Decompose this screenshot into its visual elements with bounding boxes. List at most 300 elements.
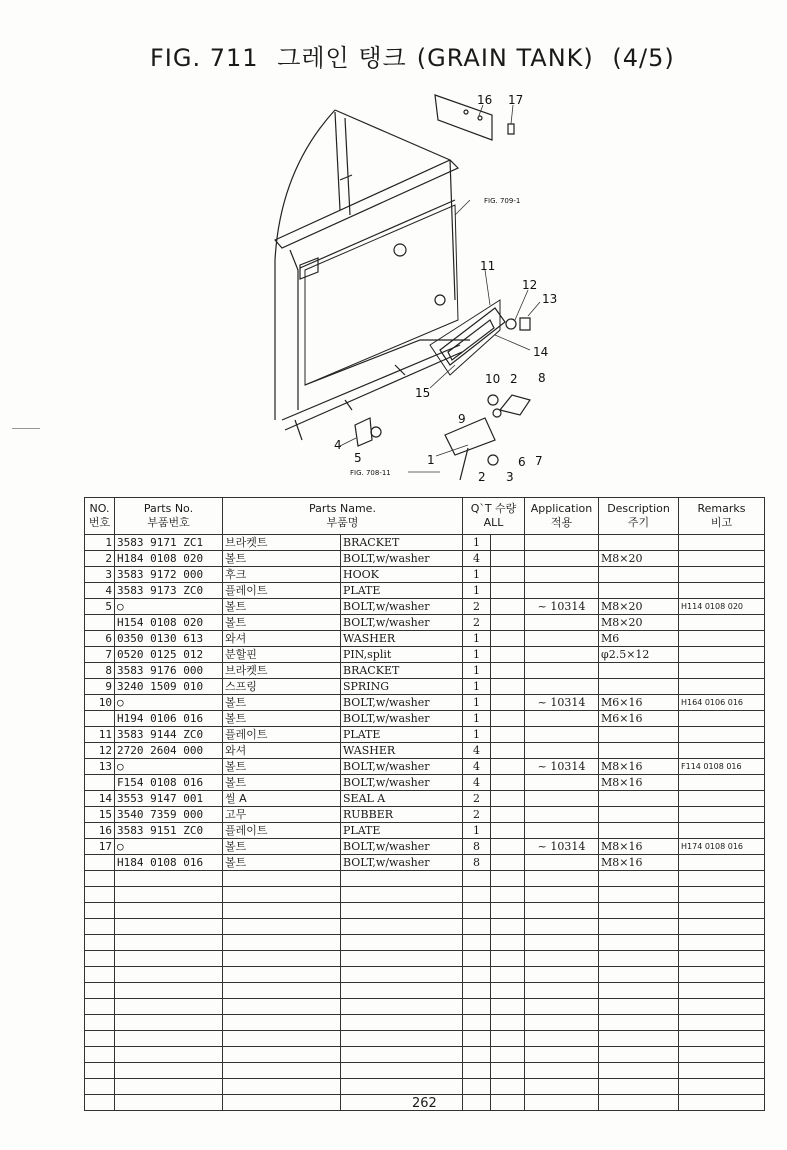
cell-no: 9	[85, 679, 115, 695]
blank-cell	[599, 871, 679, 887]
cell-desc	[599, 743, 679, 759]
cell-rem: H114 0108 020	[679, 599, 765, 615]
cell-pn: ○	[115, 839, 223, 855]
col-description: Description 주기	[599, 498, 679, 535]
cell-rem	[679, 775, 765, 791]
blank-cell	[491, 1015, 525, 1031]
blank-cell	[525, 1015, 599, 1031]
cell-pn: 3583 9172 000	[115, 567, 223, 583]
blank-row	[85, 1079, 765, 1095]
table-row	[85, 551, 765, 567]
blank-cell	[491, 1063, 525, 1079]
cell-qty: 1	[463, 711, 491, 727]
blank-cell	[463, 983, 491, 999]
blank-cell	[115, 871, 223, 887]
blank-cell	[223, 887, 341, 903]
cell-app: ~ 10314	[525, 759, 599, 775]
blank-cell	[341, 935, 463, 951]
cell-pn: ○	[115, 599, 223, 615]
exploded-parts-diagram	[0, 80, 787, 490]
blank-cell	[599, 1095, 679, 1111]
cell-pn: 3583 9151 ZC0	[115, 823, 223, 839]
blank-cell	[679, 1063, 765, 1079]
cell-qty-extra	[491, 695, 525, 711]
cell-app: ~ 10314	[525, 695, 599, 711]
cell-qty-extra	[491, 599, 525, 615]
cell-qty-extra	[491, 535, 525, 551]
cell-qty: 2	[463, 615, 491, 631]
table-row	[85, 631, 765, 647]
callout-11: 11	[480, 259, 496, 273]
blank-cell	[341, 1079, 463, 1095]
blank-cell	[341, 1063, 463, 1079]
blank-cell	[341, 1015, 463, 1031]
cell-pn: 3583 9171 ZC1	[115, 535, 223, 551]
cell-no: 13	[85, 759, 115, 775]
cell-kr: 와셔	[223, 631, 341, 647]
col-parts-no: Parts No. 부품번호	[115, 498, 223, 535]
blank-cell	[341, 903, 463, 919]
cell-qty: 8	[463, 855, 491, 871]
cell-rem: H164 0106 016	[679, 695, 765, 711]
blank-cell	[223, 951, 341, 967]
table-row	[85, 759, 765, 775]
blank-cell	[115, 1079, 223, 1095]
blank-cell	[341, 1031, 463, 1047]
cell-kr: 볼트	[223, 775, 341, 791]
table-row	[85, 823, 765, 839]
blank-cell	[341, 1047, 463, 1063]
table-row	[85, 567, 765, 583]
table-row	[85, 807, 765, 823]
cell-en: WASHER	[341, 743, 463, 759]
cell-en: PLATE	[341, 823, 463, 839]
cell-kr: 고무	[223, 807, 341, 823]
blank-cell	[679, 1095, 765, 1111]
cell-pn: H184 0108 016	[115, 855, 223, 871]
blank-cell	[85, 919, 115, 935]
cell-pn: 2720 2604 000	[115, 743, 223, 759]
cell-app	[525, 807, 599, 823]
blank-cell	[115, 1063, 223, 1079]
cell-en: BOLT,w/washer	[341, 615, 463, 631]
cell-qty-extra	[491, 663, 525, 679]
blank-cell	[85, 1063, 115, 1079]
cell-desc: M6×16	[599, 711, 679, 727]
blank-cell	[491, 951, 525, 967]
cell-no: 11	[85, 727, 115, 743]
cell-qty-extra	[491, 759, 525, 775]
blank-cell	[525, 1031, 599, 1047]
callout-17: 17	[508, 93, 524, 107]
cell-app	[525, 535, 599, 551]
cell-no: 5	[85, 599, 115, 615]
title-korean: 그레인 탱크	[277, 44, 407, 72]
blank-cell	[525, 951, 599, 967]
cell-qty-extra	[491, 743, 525, 759]
cell-qty: 1	[463, 727, 491, 743]
parts-table-body	[85, 535, 765, 1111]
cell-desc	[599, 791, 679, 807]
cell-en: PIN,split	[341, 647, 463, 663]
cell-rem	[679, 535, 765, 551]
blank-cell	[525, 1079, 599, 1095]
cell-desc	[599, 727, 679, 743]
table-row	[85, 663, 765, 679]
blank-cell	[599, 999, 679, 1015]
ref-fig-709-1: FIG. 709-1	[484, 197, 521, 205]
cell-app	[525, 615, 599, 631]
fig-number: FIG. 711	[150, 44, 259, 72]
blank-cell	[491, 919, 525, 935]
blank-cell	[115, 887, 223, 903]
cell-qty-extra	[491, 823, 525, 839]
cell-kr: 플레이트	[223, 823, 341, 839]
blank-cell	[599, 1015, 679, 1031]
callout-10: 10	[485, 372, 501, 386]
blank-cell	[463, 871, 491, 887]
cell-rem	[679, 823, 765, 839]
table-row	[85, 855, 765, 871]
blank-cell	[85, 951, 115, 967]
table-row	[85, 647, 765, 663]
cell-desc	[599, 679, 679, 695]
blank-cell	[491, 999, 525, 1015]
cell-rem	[679, 647, 765, 663]
blank-cell	[599, 951, 679, 967]
blank-cell	[115, 983, 223, 999]
cell-pn: H194 0106 016	[115, 711, 223, 727]
blank-cell	[491, 967, 525, 983]
cell-qty: 1	[463, 647, 491, 663]
blank-cell	[679, 1047, 765, 1063]
blank-cell	[85, 871, 115, 887]
parts-table	[84, 497, 765, 1111]
cell-qty-extra	[491, 807, 525, 823]
blank-cell	[525, 1047, 599, 1063]
blank-cell	[85, 1015, 115, 1031]
callout-2b: 2	[478, 470, 486, 484]
blank-cell	[599, 967, 679, 983]
cell-app	[525, 775, 599, 791]
blank-cell	[679, 903, 765, 919]
cell-pn: H154 0108 020	[115, 615, 223, 631]
cell-qty-extra	[491, 855, 525, 871]
blank-cell	[115, 1047, 223, 1063]
cell-kr: 분할핀	[223, 647, 341, 663]
table-row	[85, 599, 765, 615]
callout-6: 6	[518, 455, 526, 469]
blank-cell	[679, 919, 765, 935]
blank-row	[85, 1015, 765, 1031]
cell-rem	[679, 551, 765, 567]
cell-en: BOLT,w/washer	[341, 551, 463, 567]
blank-cell	[115, 951, 223, 967]
cell-qty: 4	[463, 551, 491, 567]
blank-cell	[525, 983, 599, 999]
blank-cell	[115, 999, 223, 1015]
callout-8: 8	[538, 371, 546, 385]
blank-row	[85, 1063, 765, 1079]
title-english: (GRAIN TANK)	[416, 44, 594, 72]
blank-cell	[491, 1079, 525, 1095]
page-title	[150, 38, 710, 73]
blank-cell	[463, 919, 491, 935]
cell-en: RUBBER	[341, 807, 463, 823]
blank-cell	[341, 967, 463, 983]
blank-cell	[463, 1031, 491, 1047]
blank-cell	[85, 999, 115, 1015]
blank-cell	[599, 887, 679, 903]
blank-cell	[679, 935, 765, 951]
cell-qty: 4	[463, 743, 491, 759]
cell-rem	[679, 567, 765, 583]
blank-cell	[223, 967, 341, 983]
col-qty: Q`T 수량 ALL	[463, 498, 525, 535]
blank-cell	[115, 919, 223, 935]
blank-cell	[679, 983, 765, 999]
cell-qty-extra	[491, 615, 525, 631]
blank-cell	[341, 1095, 463, 1111]
cell-qty: 2	[463, 807, 491, 823]
blank-cell	[525, 1095, 599, 1111]
blank-cell	[223, 1063, 341, 1079]
blank-cell	[599, 1079, 679, 1095]
table-header	[85, 498, 765, 535]
cell-no: 6	[85, 631, 115, 647]
cell-no: 14	[85, 791, 115, 807]
blank-cell	[525, 871, 599, 887]
cell-qty-extra	[491, 647, 525, 663]
cell-app: ~ 10314	[525, 839, 599, 855]
cell-desc: φ2.5×12	[599, 647, 679, 663]
blank-cell	[599, 935, 679, 951]
cell-kr: 브라켓트	[223, 535, 341, 551]
cell-qty: 1	[463, 695, 491, 711]
cell-en: PLATE	[341, 583, 463, 599]
cell-en: SPRING	[341, 679, 463, 695]
cell-en: WASHER	[341, 631, 463, 647]
cell-no	[85, 711, 115, 727]
col-no: NO. 번호	[85, 498, 115, 535]
callout-7: 7	[535, 454, 543, 468]
cell-en: SEAL A	[341, 791, 463, 807]
cell-en: BOLT,w/washer	[341, 855, 463, 871]
cell-en: BRACKET	[341, 663, 463, 679]
blank-cell	[223, 1031, 341, 1047]
cell-kr: 볼트	[223, 855, 341, 871]
col-parts-name: Parts Name. 부품명	[223, 498, 463, 535]
cell-qty: 4	[463, 775, 491, 791]
blank-cell	[341, 887, 463, 903]
cell-qty: 1	[463, 567, 491, 583]
blank-row	[85, 919, 765, 935]
cell-pn: 3583 9176 000	[115, 663, 223, 679]
blank-cell	[341, 871, 463, 887]
blank-cell	[463, 1095, 491, 1111]
blank-cell	[223, 983, 341, 999]
cell-qty: 4	[463, 759, 491, 775]
blank-cell	[85, 1079, 115, 1095]
cell-app	[525, 663, 599, 679]
blank-cell	[115, 1095, 223, 1111]
blank-cell	[85, 1095, 115, 1111]
cell-desc: M6	[599, 631, 679, 647]
cell-pn: 3583 9173 ZC0	[115, 583, 223, 599]
cell-desc	[599, 583, 679, 599]
blank-cell	[679, 1079, 765, 1095]
cell-no: 7	[85, 647, 115, 663]
blank-cell	[115, 967, 223, 983]
cell-pn: 3540 7359 000	[115, 807, 223, 823]
table-row	[85, 679, 765, 695]
col-remarks: Remarks 비고	[679, 498, 765, 535]
cell-en: HOOK	[341, 567, 463, 583]
cell-no: 12	[85, 743, 115, 759]
col-application: Application 적용	[525, 498, 599, 535]
cell-en: BOLT,w/washer	[341, 775, 463, 791]
cell-app	[525, 743, 599, 759]
cell-qty-extra	[491, 567, 525, 583]
blank-cell	[463, 967, 491, 983]
cell-kr: 볼트	[223, 599, 341, 615]
cell-qty: 1	[463, 823, 491, 839]
callout-2: 2	[510, 372, 518, 386]
cell-rem	[679, 743, 765, 759]
cell-desc	[599, 807, 679, 823]
cell-qty-extra	[491, 791, 525, 807]
table-row	[85, 727, 765, 743]
blank-cell	[491, 983, 525, 999]
cell-qty: 1	[463, 535, 491, 551]
table-row	[85, 711, 765, 727]
blank-cell	[463, 999, 491, 1015]
blank-cell	[491, 1095, 525, 1111]
cell-kr: 씰 A	[223, 791, 341, 807]
cell-rem	[679, 807, 765, 823]
blank-cell	[85, 1031, 115, 1047]
cell-en: BOLT,w/washer	[341, 711, 463, 727]
cell-qty: 1	[463, 583, 491, 599]
table-row	[85, 615, 765, 631]
cell-rem	[679, 791, 765, 807]
cell-rem	[679, 663, 765, 679]
blank-cell	[679, 999, 765, 1015]
cell-qty-extra	[491, 551, 525, 567]
cell-no: 4	[85, 583, 115, 599]
cell-en: BOLT,w/washer	[341, 599, 463, 615]
cell-app	[525, 711, 599, 727]
blank-cell	[525, 887, 599, 903]
cell-desc: M8×16	[599, 855, 679, 871]
callout-1: 1	[427, 453, 435, 467]
table-row	[85, 583, 765, 599]
blank-cell	[525, 903, 599, 919]
cell-rem	[679, 855, 765, 871]
blank-cell	[223, 1047, 341, 1063]
cell-no: 1	[85, 535, 115, 551]
blank-cell	[463, 951, 491, 967]
blank-cell	[115, 1031, 223, 1047]
blank-cell	[341, 951, 463, 967]
blank-cell	[341, 983, 463, 999]
cell-app	[525, 647, 599, 663]
blank-cell	[525, 935, 599, 951]
blank-cell	[341, 999, 463, 1015]
cell-no: 2	[85, 551, 115, 567]
cell-app	[525, 583, 599, 599]
blank-row	[85, 1031, 765, 1047]
cell-qty-extra	[491, 631, 525, 647]
blank-cell	[525, 1063, 599, 1079]
blank-cell	[115, 1015, 223, 1031]
cell-rem: F114 0108 016	[679, 759, 765, 775]
cell-no	[85, 615, 115, 631]
blank-cell	[223, 919, 341, 935]
cell-app	[525, 855, 599, 871]
cell-no: 16	[85, 823, 115, 839]
blank-row	[85, 951, 765, 967]
blank-cell	[463, 1047, 491, 1063]
blank-row	[85, 903, 765, 919]
cell-rem	[679, 727, 765, 743]
cell-no: 10	[85, 695, 115, 711]
cell-desc: M8×16	[599, 759, 679, 775]
cell-rem	[679, 615, 765, 631]
cell-kr: 플레이트	[223, 583, 341, 599]
blank-cell	[491, 1031, 525, 1047]
cell-qty: 1	[463, 631, 491, 647]
cell-rem	[679, 679, 765, 695]
blank-cell	[599, 1047, 679, 1063]
blank-row	[85, 935, 765, 951]
cell-qty: 2	[463, 599, 491, 615]
blank-cell	[223, 999, 341, 1015]
blank-cell	[223, 871, 341, 887]
ref-fig-708-11: FIG. 708-11	[350, 469, 391, 477]
cell-no	[85, 775, 115, 791]
blank-cell	[115, 935, 223, 951]
cell-app	[525, 823, 599, 839]
cell-en: BOLT,w/washer	[341, 839, 463, 855]
blank-cell	[491, 871, 525, 887]
cell-en: PLATE	[341, 727, 463, 743]
blank-cell	[85, 983, 115, 999]
cell-qty-extra	[491, 775, 525, 791]
cell-desc	[599, 535, 679, 551]
cell-app	[525, 631, 599, 647]
table-row	[85, 743, 765, 759]
callout-13: 13	[542, 292, 558, 306]
cell-en: BOLT,w/washer	[341, 695, 463, 711]
cell-kr: 볼트	[223, 839, 341, 855]
title-part: (4/5)	[612, 44, 675, 72]
blank-cell	[115, 903, 223, 919]
cell-kr: 볼트	[223, 615, 341, 631]
blank-cell	[679, 1031, 765, 1047]
blank-cell	[85, 935, 115, 951]
blank-cell	[463, 903, 491, 919]
blank-cell	[491, 887, 525, 903]
blank-cell	[525, 919, 599, 935]
cell-desc: M8×16	[599, 775, 679, 791]
blank-row	[85, 871, 765, 887]
cell-qty: 1	[463, 663, 491, 679]
cell-kr: 볼트	[223, 711, 341, 727]
blank-row	[85, 983, 765, 999]
blank-cell	[525, 999, 599, 1015]
blank-cell	[223, 1015, 341, 1031]
